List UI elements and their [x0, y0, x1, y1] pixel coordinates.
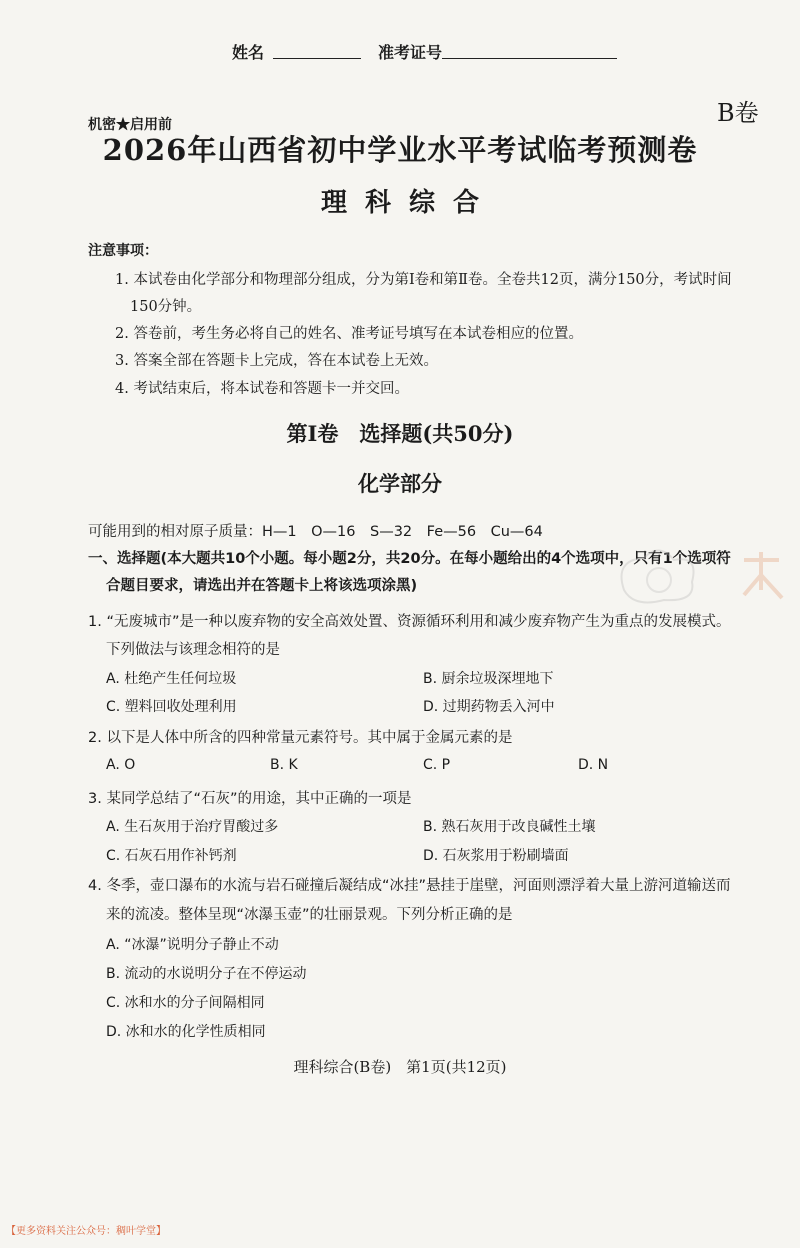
notice-item: 4. 考试结束后，将本试卷和答题卡一并交回。 [115, 381, 409, 397]
option: C. 塑料回收处理利用 [106, 699, 237, 715]
option: C. 冰和水的分子间隔相同 [106, 995, 265, 1011]
question-stem: 4. 冬季，壶口瀑布的水流与岩石碰撞后凝结成“冰挂”悬挂于崖壁，河面则漂浮着大量上游河道输送而 [88, 878, 731, 894]
option: B. 熟石灰用于改良碱性土壤 [423, 819, 596, 835]
exam-title: 2026年山西省初中学业水平考试临考预测卷 [102, 133, 698, 167]
question-stem: 3. 某同学总结了“石灰”的用途，其中正确的一项是 [88, 791, 412, 807]
watermark-stamp [604, 540, 794, 610]
option: C. P [423, 757, 451, 773]
notice-item: 2. 答卷前，考生务必将自己的姓名、准考证号填写在本试卷相应的位置。 [115, 326, 583, 342]
notice-item: 3. 答案全部在答题卡上完成，答在本试卷上无效。 [115, 353, 438, 369]
section-instructions: 一、选择题(本大题共10个小题。每小题2分，共20分。在每小题给出的4个选项中，只有1个选项符 [88, 551, 731, 567]
section-title: 化学部分 [358, 471, 442, 496]
notice-item: 1. 本试卷由化学部分和物理部分组成，分为第Ⅰ卷和第Ⅱ卷。全卷共12页，满分150分，考试时间 [115, 272, 732, 288]
option: A. “冰瀑”说明分子静止不动 [106, 937, 279, 953]
option: D. 石灰浆用于粉刷墙面 [423, 848, 569, 864]
exam-id-label: 准考证号 [378, 43, 443, 62]
question-stem: 来的流凌。整体呈现“冰瀑玉壶”的壮丽景观。下列分析正确的是 [106, 907, 513, 923]
option: A. O [106, 757, 136, 773]
option: A. 杜绝产生任何垃圾 [106, 671, 237, 687]
confidential-mark: 机密★启用前 [88, 117, 172, 133]
option: C. 石灰石用作补钙剂 [106, 848, 237, 864]
option: A. 生石灰用于治疗胃酸过多 [106, 819, 279, 835]
exam-id-blank [442, 40, 617, 59]
paper-version: B卷 [717, 99, 759, 127]
question-stem: 1. “无废城市”是一种以废弃物的安全高效处置、资源循环利用和减少废弃物产生为重点的发展模式。 [88, 614, 731, 630]
part-title: 第Ⅰ卷 选择题(共50分) [286, 421, 514, 446]
question-stem: 2. 以下是人体中所含的四种常量元素符号。其中属于金属元素的是 [88, 730, 513, 746]
section-instructions: 合题目要求，请选出并在答题卡上将该选项涂黑) [106, 578, 418, 594]
exam-subject: 理科综合 [320, 188, 497, 218]
question-stem: 下列做法与该理念相符的是 [106, 642, 280, 658]
atomic-masses: 可能用到的相对原子质量：H—1 O—16 S—32 Fe—56 Cu—64 [88, 524, 543, 540]
notice-title: 注意事项： [88, 243, 158, 259]
page-footer: 理科综合(B卷) 第1页(共12页) [293, 1058, 507, 1076]
corner-note: 【更多资料关注公众号：稠叶学堂】 [6, 1226, 166, 1237]
option: B. 厨余垃圾深埋地下 [423, 671, 554, 687]
option: D. 冰和水的化学性质相同 [106, 1024, 266, 1040]
name-blank [273, 40, 361, 59]
option: D. N [578, 757, 609, 773]
notice-item: 150分钟。 [130, 299, 202, 315]
option: D. 过期药物丢入河中 [423, 699, 555, 715]
option: B. K [270, 757, 298, 773]
name-label: 姓名 [232, 43, 265, 62]
option: B. 流动的水说明分子在不停运动 [106, 966, 307, 982]
